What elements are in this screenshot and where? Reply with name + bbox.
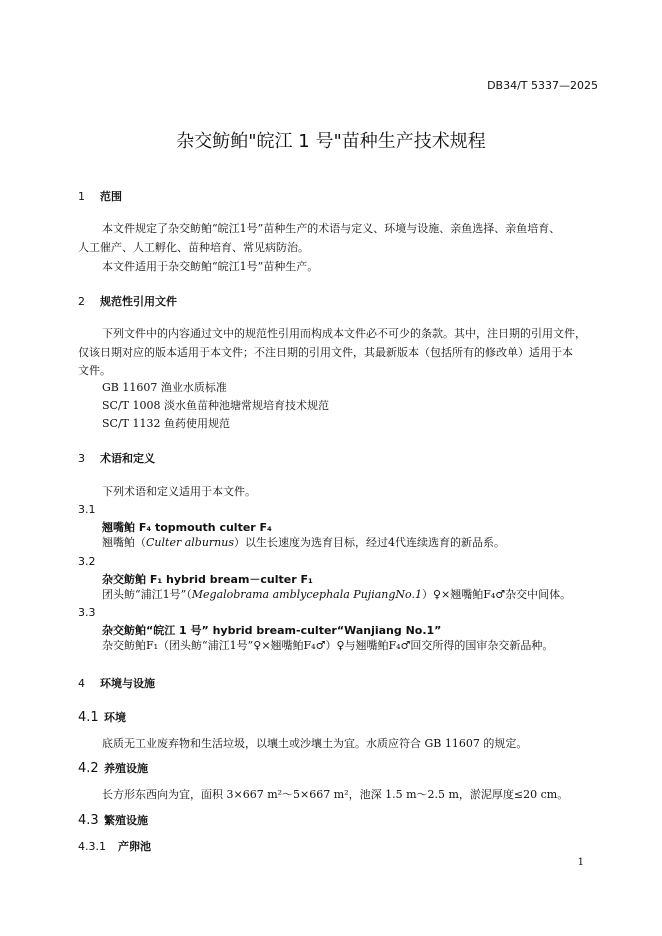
definition-text: ）以生长速度为选育目标，经过4代连续选育的新品系。 xyxy=(233,536,505,549)
reference-item: SC/T 1008 淡水鱼苗种池塘常规培育技术规范 xyxy=(102,399,329,412)
page-number: 1 xyxy=(577,857,584,868)
term-number: 3.3 xyxy=(78,606,96,619)
subsection-heading xyxy=(78,709,126,725)
subsection-title: 环境 xyxy=(104,711,126,724)
term-number: 3.1 xyxy=(78,503,96,516)
term-title: 杂交鲂鲌“皖江 1 号” hybrid bream-culter“Wanjiang No.1” xyxy=(102,624,442,637)
section-number: 1 xyxy=(78,190,85,203)
reference-item: SC/T 1132 鱼药使用规范 xyxy=(102,417,230,430)
subsection-number: 4.2 xyxy=(78,761,99,776)
section-2-para-line-1: 下列文件中的内容通过文中的规范性引用而构成本文件必不可少的条款。其中，注日期的引用文件， xyxy=(102,327,586,340)
latin-name: Megalobrama amblycephala PujiangNo.1 xyxy=(191,588,422,601)
section-4-heading xyxy=(78,675,155,691)
definition-text: 翘嘴鲌（ xyxy=(102,536,146,549)
subsubsection-heading xyxy=(78,838,151,854)
section-1-heading xyxy=(78,188,122,204)
subsection-number: 4.1 xyxy=(78,710,99,725)
section-2-para-line-2: 仅该日期对应的版本适用于本文件；不注日期的引用文件，其最新版本（包括所有的修改单）适用于本 xyxy=(78,346,573,359)
definition-text: 团头鲂“浦江1号”（ xyxy=(102,588,192,601)
section-3-heading xyxy=(78,450,155,466)
latin-name: Culter alburnus xyxy=(146,536,234,549)
subsubsection-title: 产卵池 xyxy=(118,840,151,853)
section-1-para-1-line-2: 人工催产、人工孵化、苗种培育、常见病防治。 xyxy=(78,241,309,254)
subsection-heading xyxy=(78,760,148,776)
term-definition xyxy=(102,536,505,549)
document-code: DB34/T 5337—2025 xyxy=(487,79,598,92)
subsubsection-number: 4.3.1 xyxy=(78,840,106,853)
term-title: 翘嘴鲌 F₄ topmouth culter F₄ xyxy=(102,521,272,534)
term-definition: 杂交鲂鲌F₁（团头鲂“浦江1号”♀×翘嘴鲌F₄♂）♀与翘嘴鲌F₄♂回交所得的国审杂交新品种。 xyxy=(102,639,554,652)
subsection-text: 长方形东西向为宜，面积 3×667 m²～5×667 m²，池深 1.5 m～2.5 m，淤泥厚度≤20 cm。 xyxy=(102,788,569,801)
section-title: 环境与设施 xyxy=(100,677,155,690)
subsection-text: 底质无工业废弃物和生活垃圾，以壤土或沙壤土为宜。水质应符合 GB 11607 的规定。 xyxy=(102,737,528,750)
section-1-para-1-line-1: 本文件规定了杂交鲂鲌“皖江1号”苗种生产的术语与定义、环境与设施、亲鱼选择、亲鱼培育、 xyxy=(102,222,561,235)
subsection-heading xyxy=(78,812,148,828)
page-title: 杂交鲂鲌"皖江 1 号"苗种生产技术规程 xyxy=(176,131,486,152)
section-number: 4 xyxy=(78,677,85,690)
section-title: 规范性引用文件 xyxy=(100,295,177,308)
term-title: 杂交鲂鲌 F₁ hybrid bream－culter F₁ xyxy=(102,573,313,586)
definition-text: ）♀×翘嘴鲌F₄♂杂交中间体。 xyxy=(421,588,572,601)
section-3-intro: 下列术语和定义适用于本文件。 xyxy=(102,485,256,498)
term-definition xyxy=(102,588,571,601)
subsection-number: 4.3 xyxy=(78,813,99,828)
section-number: 3 xyxy=(78,452,85,465)
section-2-heading xyxy=(78,293,177,309)
section-number: 2 xyxy=(78,295,85,308)
section-2-para-line-3: 文件。 xyxy=(78,364,111,377)
term-number: 3.2 xyxy=(78,555,96,568)
section-title: 术语和定义 xyxy=(100,452,155,465)
reference-item: GB 11607 渔业水质标准 xyxy=(102,381,227,394)
subsection-title: 繁殖设施 xyxy=(104,814,148,827)
section-title: 范围 xyxy=(100,190,122,203)
subsection-title: 养殖设施 xyxy=(104,762,148,775)
section-1-para-2: 本文件适用于杂交鲂鲌“皖江1号”苗种生产。 xyxy=(102,260,319,273)
